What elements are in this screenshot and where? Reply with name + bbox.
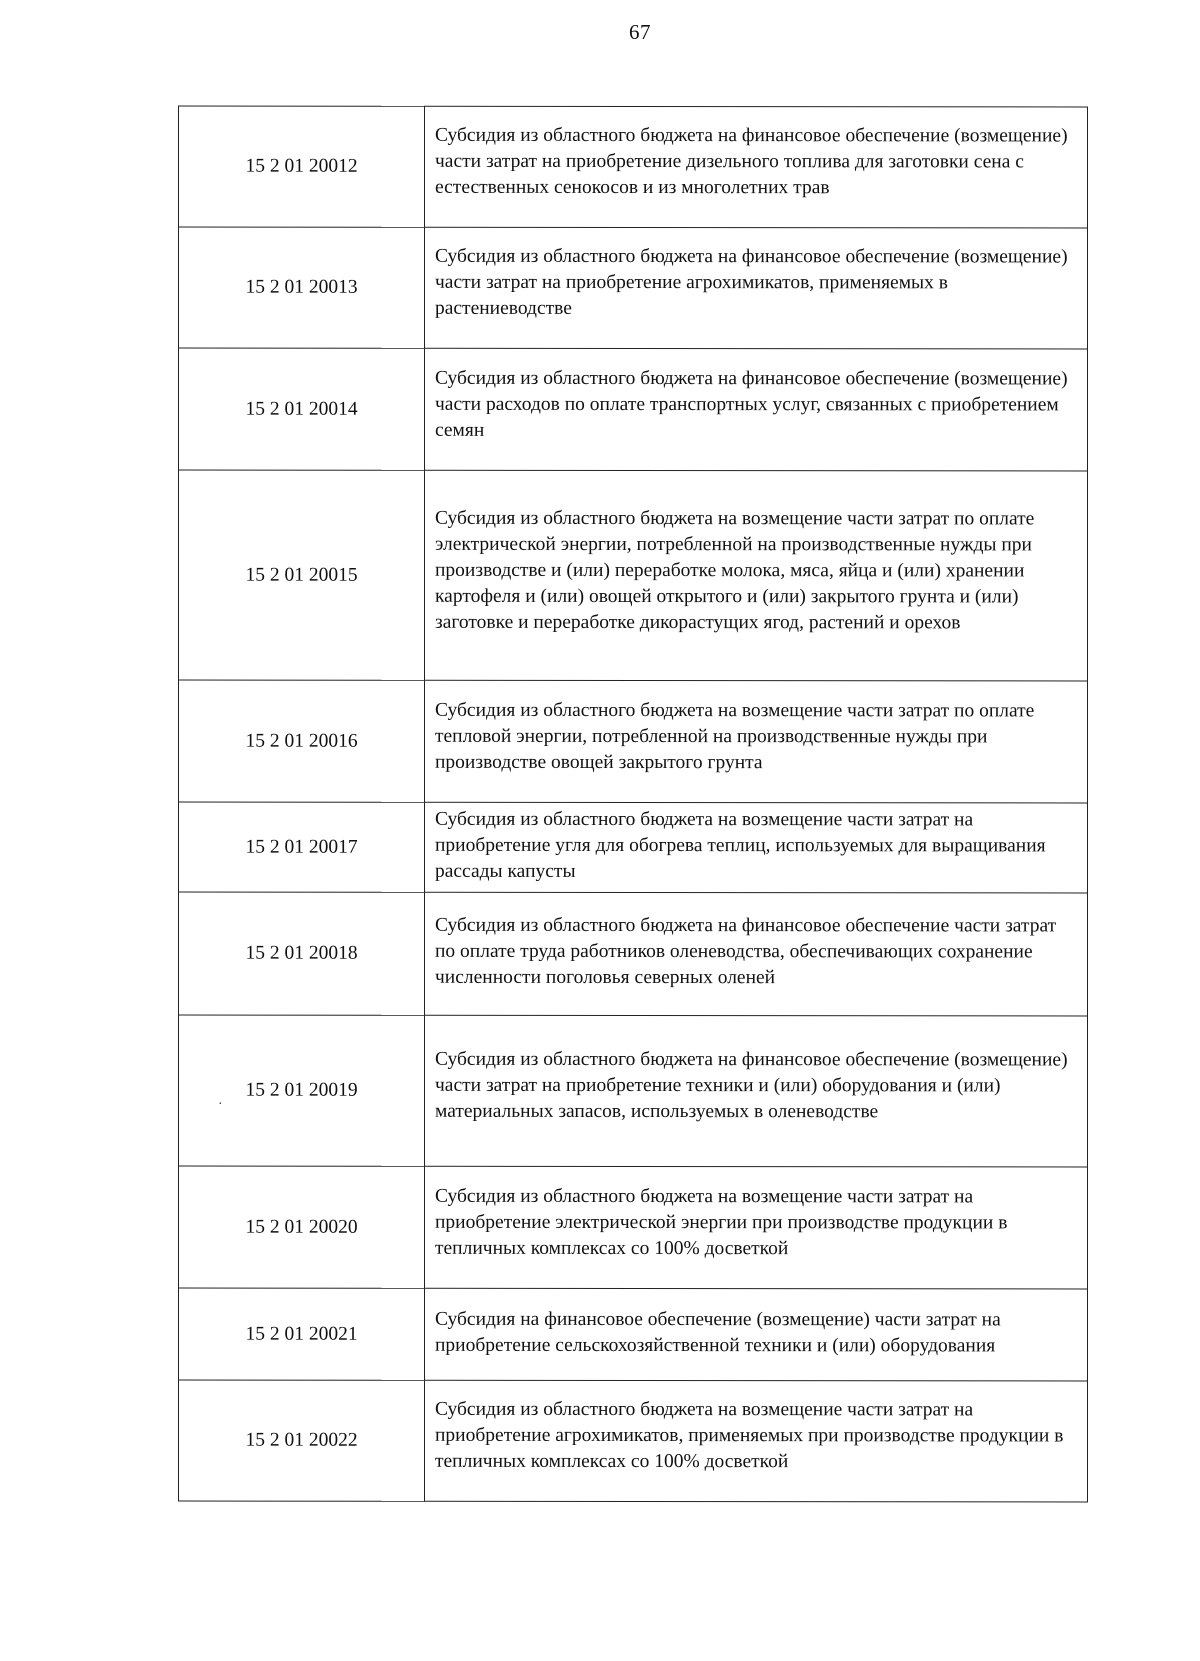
table-row	[179, 470, 1088, 681]
budget-code: 15 2 01 20012	[179, 106, 425, 227]
table-row	[179, 1166, 1088, 1289]
table-row	[179, 680, 1088, 803]
budget-code: 15 2 01 20013	[179, 227, 425, 348]
budget-code: 15 2 01 20018	[179, 892, 425, 1015]
budget-code: 15 2 01 20022	[179, 1380, 425, 1501]
budget-code: 15 2 01 20019	[179, 1015, 425, 1166]
table-row	[179, 1288, 1088, 1381]
subsidy-description: Субсидия из областного бюджета на возмещение части затрат на приобретение агрохимикатов, применяемых при производстве продукции в тепличных комплексах со 100% досветкой	[425, 1380, 1088, 1502]
table-row	[179, 1015, 1088, 1167]
subsidy-description: Субсидия из областного бюджета на возмещение части затрат по оплате электрической энергии, потребленной на производственные нужды при производстве и (или) переработке молока, мяса, яйца и (или) хранении картофеля и (или) овощей открытого и (или) закрытого грунта и (или) заготовке и переработке дикорастущих ягод, растений и орехов	[425, 470, 1088, 681]
page-number: 67	[629, 20, 651, 44]
table-row	[179, 892, 1088, 1016]
subsidy-description: Субсидия из областного бюджета на возмещение части затрат на приобретение электрической энергии при производстве продукции в тепличных комплексах со 100% досветкой	[425, 1166, 1088, 1289]
budget-code: 15 2 01 20015	[179, 470, 425, 680]
budget-code: 15 2 01 20014	[179, 348, 425, 470]
table-row	[179, 1380, 1088, 1502]
budget-code: 15 2 01 20016	[179, 680, 425, 802]
budget-code: 15 2 01 20020	[179, 1166, 425, 1288]
subsidy-description: Субсидия из областного бюджета на возмещение части затрат на приобретение угля для обогрева теплиц, используемых для выращивания рассады капусты	[425, 802, 1088, 893]
budget-code: 15 2 01 20021	[179, 1288, 425, 1380]
margin-mark: ·	[218, 1097, 223, 1112]
budget-code: 15 2 01 20017	[179, 802, 425, 892]
budget-codes-table	[178, 106, 1088, 1503]
table-row	[179, 348, 1088, 471]
table-row	[179, 106, 1088, 228]
table-row	[179, 802, 1088, 893]
subsidy-description: Субсидия на финансовое обеспечение (возмещение) части затрат на приобретение сельскохозяйственной техники и (или) оборудования	[425, 1288, 1088, 1381]
subsidy-description: Субсидия из областного бюджета на финансовое обеспечение (возмещение) части затрат на приобретение техники и (или) оборудования и (или) материальных запасов, используемых в оленеводстве	[425, 1015, 1088, 1167]
table-row	[179, 227, 1088, 349]
subsidy-description: Субсидия из областного бюджета на возмещение части затрат по оплате тепловой энергии, потребленной на производственные нужды при производстве овощей закрытого грунта	[425, 680, 1088, 803]
subsidy-description: Субсидия из областного бюджета на финансовое обеспечение (возмещение) части расходов по оплате транспортных услуг, связанных с приобретением семян	[425, 348, 1088, 471]
subsidy-description: Субсидия из областного бюджета на финансовое обеспечение части затрат по оплате труда работников оленеводства, обеспечивающих сохранение численности поголовья северных оленей	[425, 892, 1088, 1016]
subsidy-description: Субсидия из областного бюджета на финансовое обеспечение (возмещение) части затрат на приобретение дизельного топлива для заготовки сена с естественных сенокосов и из многолетних трав	[425, 106, 1088, 228]
subsidy-description: Субсидия из областного бюджета на финансовое обеспечение (возмещение) части затрат на приобретение агрохимикатов, применяемых в растениеводстве	[425, 227, 1088, 349]
